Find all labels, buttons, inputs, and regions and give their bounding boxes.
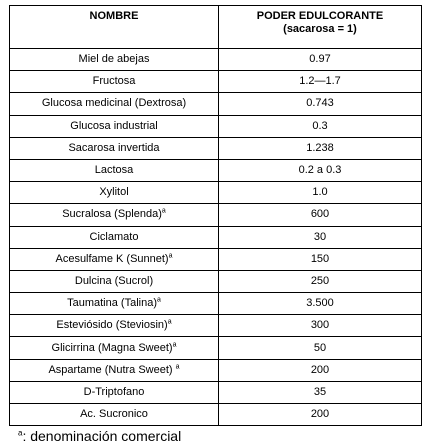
sweetener-name-cell <box>10 337 219 359</box>
sweetening-power-cell <box>219 226 422 248</box>
sweetener-name-cell <box>10 115 219 137</box>
sweetener-name-cell <box>10 359 219 381</box>
table-row <box>10 381 422 403</box>
sweetening-power-cell <box>219 404 422 426</box>
sweetener-name: Esteviósido (Steviosin) <box>56 319 168 332</box>
trademark-mark: a <box>161 207 166 215</box>
sweetener-name-cell <box>10 204 219 226</box>
sweetening-power-cell <box>219 182 422 204</box>
sweetener-name: Glicirrina (Magna Sweet) <box>51 341 173 354</box>
footnote-mark: a <box>18 428 23 438</box>
sweetening-power-value: 0.97 <box>309 53 331 66</box>
sweetener-name-cell <box>10 226 219 248</box>
trademark-mark: a <box>156 296 161 304</box>
sweetener-name-cell <box>10 381 219 403</box>
footnote <box>18 428 181 444</box>
footnote-colon: : <box>22 428 27 444</box>
sweetener-name: Sucralosa (Splenda) <box>62 208 162 221</box>
sweetening-power-value: 0.2 a 0.3 <box>298 164 342 177</box>
table-row <box>10 159 422 181</box>
sweetening-power-cell <box>219 159 422 181</box>
sweetening-power-value: 30 <box>313 230 327 243</box>
table-row <box>10 226 422 248</box>
sweetening-power-value: 3.500 <box>306 297 334 310</box>
sweetening-power-cell <box>219 337 422 359</box>
sweetener-name: Taumatina (Talina) <box>67 297 157 310</box>
sweetening-power-cell <box>219 270 422 292</box>
sweetener-name: Miel de abejas <box>78 53 150 66</box>
sweetener-name-cell <box>10 248 219 270</box>
table-row <box>10 204 422 226</box>
sweetener-name: Xylitol <box>99 186 129 199</box>
trademark-mark: a <box>172 340 177 348</box>
sweetener-name-cell <box>10 315 219 337</box>
trademark-mark: a <box>167 318 172 326</box>
sweetener-table <box>9 5 422 426</box>
sweetening-power-cell <box>219 71 422 93</box>
footnote-text: denominación comercial <box>26 428 182 444</box>
sweetener-name: Fructosa <box>92 75 136 88</box>
table-row <box>10 115 422 137</box>
sweetener-name: D-Triptofano <box>83 385 145 398</box>
table-body <box>10 49 422 426</box>
power-header-sublabel: (sacarosa = 1) <box>283 23 357 35</box>
table-row <box>10 359 422 381</box>
sweetener-name-cell <box>10 49 219 71</box>
sweetening-power-cell <box>219 315 422 337</box>
sweetening-power-value: 0.3 <box>312 119 328 132</box>
sweetening-power-value: 0.743 <box>306 97 334 110</box>
table-row <box>10 182 422 204</box>
sweetener-name: Lactosa <box>94 164 134 177</box>
sweetener-name-cell <box>10 182 219 204</box>
sweetening-power-value: 35 <box>313 385 327 398</box>
table-row <box>10 93 422 115</box>
sweetening-power-cell <box>219 137 422 159</box>
sweetening-power-value: 150 <box>310 252 330 265</box>
sweetening-power-cell <box>219 49 422 71</box>
name-header-label: NOMBRE <box>89 10 139 22</box>
table-row <box>10 315 422 337</box>
sweetening-power-value: 200 <box>310 363 330 376</box>
sweetening-power-value: 1.2—1.7 <box>299 75 341 88</box>
table-row <box>10 404 422 426</box>
sweetening-power-cell <box>219 248 422 270</box>
table-row <box>10 49 422 71</box>
column-header-power <box>219 6 422 49</box>
sweetening-power-value: 1.0 <box>312 186 328 199</box>
sweetener-name-cell <box>10 71 219 93</box>
sweetening-power-cell <box>219 115 422 137</box>
sweetener-name: Acesulfame K (Sunnet) <box>55 252 169 265</box>
sweetening-power-value: 250 <box>310 274 330 287</box>
sweetening-power-value: 50 <box>313 341 327 354</box>
sweetener-name-cell <box>10 159 219 181</box>
sweetener-name: Ac. Sucronico <box>80 408 148 421</box>
sweetening-power-value: 300 <box>310 319 330 332</box>
table-row <box>10 337 422 359</box>
sweetening-power-cell <box>219 359 422 381</box>
column-header-name <box>10 6 219 49</box>
sweetener-name: Ciclamato <box>89 230 139 243</box>
sweetener-name-cell <box>10 93 219 115</box>
sweetener-name: Glucosa industrial <box>70 119 158 132</box>
sweetening-power-cell <box>219 93 422 115</box>
sweetening-power-value: 1.238 <box>306 141 334 154</box>
sweetener-name: Dulcina (Sucrol) <box>74 274 154 287</box>
table-row <box>10 270 422 292</box>
sweetener-name: Glucosa medicinal (Dextrosa) <box>41 97 187 110</box>
sweetening-power-cell <box>219 204 422 226</box>
sweetening-power-value: 600 <box>310 208 330 221</box>
sweetener-name-cell <box>10 137 219 159</box>
sweetener-name: Aspartame (Nutra Sweet) <box>48 363 176 376</box>
trademark-mark: a <box>168 252 173 260</box>
table-row <box>10 71 422 93</box>
table-row <box>10 137 422 159</box>
power-header-label: PODER EDULCORANTE <box>256 10 384 22</box>
table-header-row <box>10 6 422 49</box>
sweetener-name-cell <box>10 404 219 426</box>
sweetening-power-cell <box>219 293 422 315</box>
sweetener-name-cell <box>10 270 219 292</box>
sweetening-power-cell <box>219 381 422 403</box>
trademark-mark: a <box>175 363 180 371</box>
table-row <box>10 248 422 270</box>
sweetener-name-cell <box>10 293 219 315</box>
sweetening-power-value: 200 <box>310 408 330 421</box>
table-row <box>10 293 422 315</box>
sweetener-name: Sacarosa invertida <box>68 141 160 154</box>
